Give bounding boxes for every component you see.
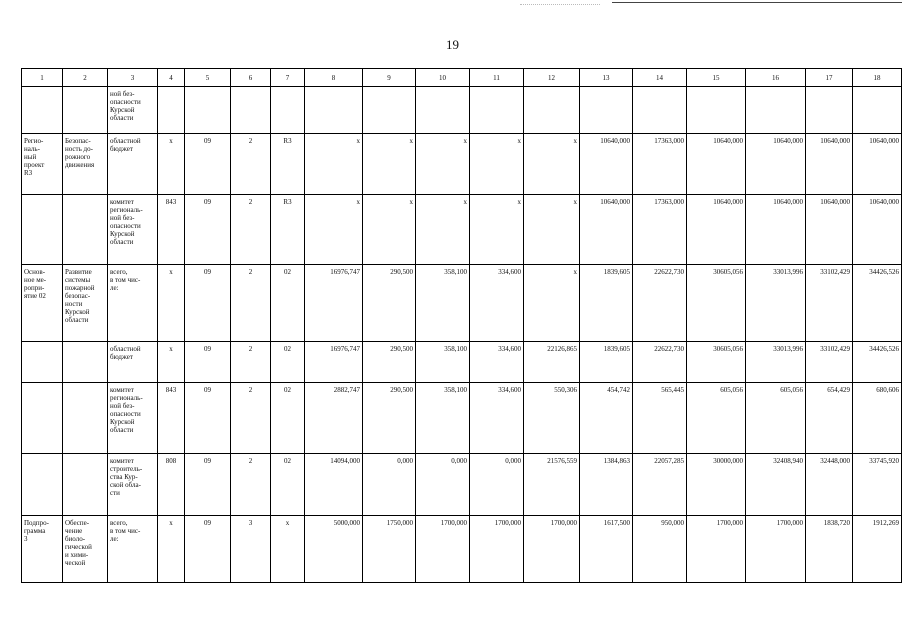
table-cell: 02 — [271, 454, 305, 516]
table-cell: 02 — [271, 383, 305, 454]
column-header: 1 — [22, 69, 63, 87]
table-cell: 30000,000 — [687, 454, 746, 516]
table-cell: областной бюджет — [108, 134, 158, 195]
table-cell: 2 — [231, 342, 271, 383]
table-cell: 33013,996 — [746, 265, 806, 342]
table-cell: 1617,500 — [580, 516, 633, 583]
table-cell: 09 — [185, 134, 231, 195]
table-cell: 30605,056 — [687, 342, 746, 383]
table-cell — [363, 87, 416, 134]
table-cell: Обеспе- чение биоло- гической и хими- ческой — [63, 516, 108, 583]
table-cell: 34426,526 — [853, 265, 902, 342]
column-header: 17 — [806, 69, 853, 87]
table-cell: x — [158, 265, 185, 342]
table-cell: 2 — [231, 134, 271, 195]
column-header: 9 — [363, 69, 416, 87]
table-cell: 10640,000 — [687, 195, 746, 265]
column-header: 2 — [63, 69, 108, 87]
table-cell — [687, 87, 746, 134]
table-cell: x — [305, 195, 363, 265]
table-cell: x — [416, 195, 470, 265]
table-cell: 34426,526 — [853, 342, 902, 383]
table-cell: 0,000 — [470, 454, 524, 516]
table-cell: 1839,605 — [580, 342, 633, 383]
table-cell: 1839,605 — [580, 265, 633, 342]
table-cell: 09 — [185, 265, 231, 342]
table-cell: x — [271, 516, 305, 583]
table-cell: 33013,996 — [746, 342, 806, 383]
table-cell: 02 — [271, 342, 305, 383]
table-cell — [470, 87, 524, 134]
column-header: 14 — [633, 69, 687, 87]
table-cell: 3 — [231, 516, 271, 583]
table-cell: 17363,000 — [633, 195, 687, 265]
table-cell: 21576,559 — [524, 454, 580, 516]
table-cell: Регио- наль- ный проект R3 — [22, 134, 63, 195]
table-cell: 16976,747 — [305, 342, 363, 383]
table-cell: R3 — [271, 195, 305, 265]
table-cell: 290,500 — [363, 342, 416, 383]
table-cell: 1750,000 — [363, 516, 416, 583]
table-cell: 33102,429 — [806, 342, 853, 383]
table-cell — [63, 383, 108, 454]
column-header: 11 — [470, 69, 524, 87]
table-cell: 09 — [185, 342, 231, 383]
column-header: 15 — [687, 69, 746, 87]
table-row — [22, 342, 902, 383]
table-cell: 33745,920 — [853, 454, 902, 516]
table-cell: комитет региональ- ной без- опасности Курской области — [108, 195, 158, 265]
table-cell — [416, 87, 470, 134]
table-cell: 10640,000 — [580, 134, 633, 195]
table-row — [22, 265, 902, 342]
table-cell — [524, 87, 580, 134]
table-cell: 808 — [158, 454, 185, 516]
table-cell: x — [470, 195, 524, 265]
table-cell: 09 — [185, 516, 231, 583]
table-cell: 1700,000 — [416, 516, 470, 583]
table-cell: ной без- опасности Курской области — [108, 87, 158, 134]
table-cell: 334,600 — [470, 342, 524, 383]
table-cell — [22, 342, 63, 383]
table-cell — [22, 87, 63, 134]
table-cell: 334,600 — [470, 265, 524, 342]
table-cell: 02 — [271, 265, 305, 342]
table-cell: 10640,000 — [853, 195, 902, 265]
table-cell: 5000,000 — [305, 516, 363, 583]
table-cell: всего, в том чис- ле: — [108, 516, 158, 583]
table-cell: всего, в том чис- ле: — [108, 265, 158, 342]
table-cell: x — [158, 342, 185, 383]
table-cell: 358,100 — [416, 342, 470, 383]
table-cell: 2 — [231, 265, 271, 342]
table-cell: 290,500 — [363, 383, 416, 454]
table-cell: 565,445 — [633, 383, 687, 454]
table-cell: 10640,000 — [806, 134, 853, 195]
table-cell — [63, 195, 108, 265]
table-cell: x — [363, 195, 416, 265]
table-cell: 1384,863 — [580, 454, 633, 516]
table-cell: комитет строитель- ства Кур- ской обла- сти — [108, 454, 158, 516]
table-cell: комитет региональ- ной без- опасности Курской области — [108, 383, 158, 454]
table-cell — [580, 87, 633, 134]
table-cell — [853, 87, 902, 134]
table-cell: 2882,747 — [305, 383, 363, 454]
table-cell: 22126,865 — [524, 342, 580, 383]
table-row — [22, 454, 902, 516]
table-cell: 16976,747 — [305, 265, 363, 342]
table-cell: Безопас- ность до- рожного движения — [63, 134, 108, 195]
table-cell: 32448,000 — [806, 454, 853, 516]
column-header: 5 — [185, 69, 231, 87]
table-cell — [22, 383, 63, 454]
table-cell: 17363,000 — [633, 134, 687, 195]
table-row — [22, 134, 902, 195]
table-cell — [22, 195, 63, 265]
table-cell — [185, 87, 231, 134]
table-cell: 2 — [231, 383, 271, 454]
table-cell: 334,600 — [470, 383, 524, 454]
page-number: 19 — [446, 37, 459, 52]
table-cell — [63, 454, 108, 516]
table-cell: 14094,000 — [305, 454, 363, 516]
budget-table — [21, 68, 902, 583]
table-cell: x — [524, 134, 580, 195]
table-cell: 654,429 — [806, 383, 853, 454]
table-row — [22, 516, 902, 583]
table-cell: 1838,720 — [806, 516, 853, 583]
table-cell: 1912,269 — [853, 516, 902, 583]
table-cell: 09 — [185, 195, 231, 265]
column-header: 16 — [746, 69, 806, 87]
table-cell: x — [470, 134, 524, 195]
table-cell — [63, 342, 108, 383]
table-cell — [22, 454, 63, 516]
table-cell — [63, 87, 108, 134]
table-cell: 30605,056 — [687, 265, 746, 342]
table-cell: 10640,000 — [687, 134, 746, 195]
table-cell: 550,306 — [524, 383, 580, 454]
table-cell: областной бюджет — [108, 342, 158, 383]
table-cell: 358,100 — [416, 383, 470, 454]
table-cell: 290,500 — [363, 265, 416, 342]
table-cell — [806, 87, 853, 134]
table-cell — [633, 87, 687, 134]
table-cell: Основ- ное ме- ропри- ятие 02 — [22, 265, 63, 342]
table-cell: x — [524, 195, 580, 265]
table-cell: 32408,940 — [746, 454, 806, 516]
table-cell: 2 — [231, 454, 271, 516]
table-cell: 605,056 — [687, 383, 746, 454]
table-row — [22, 87, 902, 134]
top-dotted-rule — [520, 4, 600, 5]
column-header: 6 — [231, 69, 271, 87]
table-cell: x — [524, 265, 580, 342]
column-header: 12 — [524, 69, 580, 87]
column-header: 3 — [108, 69, 158, 87]
column-header: 4 — [158, 69, 185, 87]
table-cell: 10640,000 — [746, 134, 806, 195]
column-header: 7 — [271, 69, 305, 87]
table-cell: 22622,730 — [633, 342, 687, 383]
table-cell: 843 — [158, 383, 185, 454]
table-cell: R3 — [271, 134, 305, 195]
table-cell: 454,742 — [580, 383, 633, 454]
table-cell: Развитие системы пожарной безопас- ности Курской области — [63, 265, 108, 342]
table-cell: 10640,000 — [853, 134, 902, 195]
table-cell: 1700,000 — [687, 516, 746, 583]
table-cell: x — [363, 134, 416, 195]
column-header: 18 — [853, 69, 902, 87]
table-cell: 843 — [158, 195, 185, 265]
table-cell — [271, 87, 305, 134]
table-header-row — [22, 69, 902, 87]
table-cell: 09 — [185, 383, 231, 454]
table-cell: 22057,285 — [633, 454, 687, 516]
table-cell: 22622,730 — [633, 265, 687, 342]
table-cell — [158, 87, 185, 134]
table-row — [22, 195, 902, 265]
table-cell: x — [416, 134, 470, 195]
table-cell: 358,100 — [416, 265, 470, 342]
column-header: 8 — [305, 69, 363, 87]
table-cell: 1700,000 — [746, 516, 806, 583]
table-cell: 10640,000 — [806, 195, 853, 265]
table-cell: 1700,000 — [470, 516, 524, 583]
table-row — [22, 383, 902, 454]
table-cell: 0,000 — [416, 454, 470, 516]
table-cell: 605,056 — [746, 383, 806, 454]
table-cell: 33102,429 — [806, 265, 853, 342]
table-cell: Подпро- грамма 3 — [22, 516, 63, 583]
table-cell: x — [158, 516, 185, 583]
table-body — [22, 87, 902, 583]
table-cell: 10640,000 — [580, 195, 633, 265]
table-cell: 0,000 — [363, 454, 416, 516]
column-header: 13 — [580, 69, 633, 87]
table-cell: x — [305, 134, 363, 195]
table-cell: 10640,000 — [746, 195, 806, 265]
table-cell — [231, 87, 271, 134]
table-cell — [305, 87, 363, 134]
table-cell: 2 — [231, 195, 271, 265]
column-header: 10 — [416, 69, 470, 87]
table-cell: x — [158, 134, 185, 195]
table-cell: 680,606 — [853, 383, 902, 454]
table-cell: 09 — [185, 454, 231, 516]
top-rule — [612, 2, 902, 3]
table-cell: 1700,000 — [524, 516, 580, 583]
table-cell: 950,000 — [633, 516, 687, 583]
table-cell — [746, 87, 806, 134]
